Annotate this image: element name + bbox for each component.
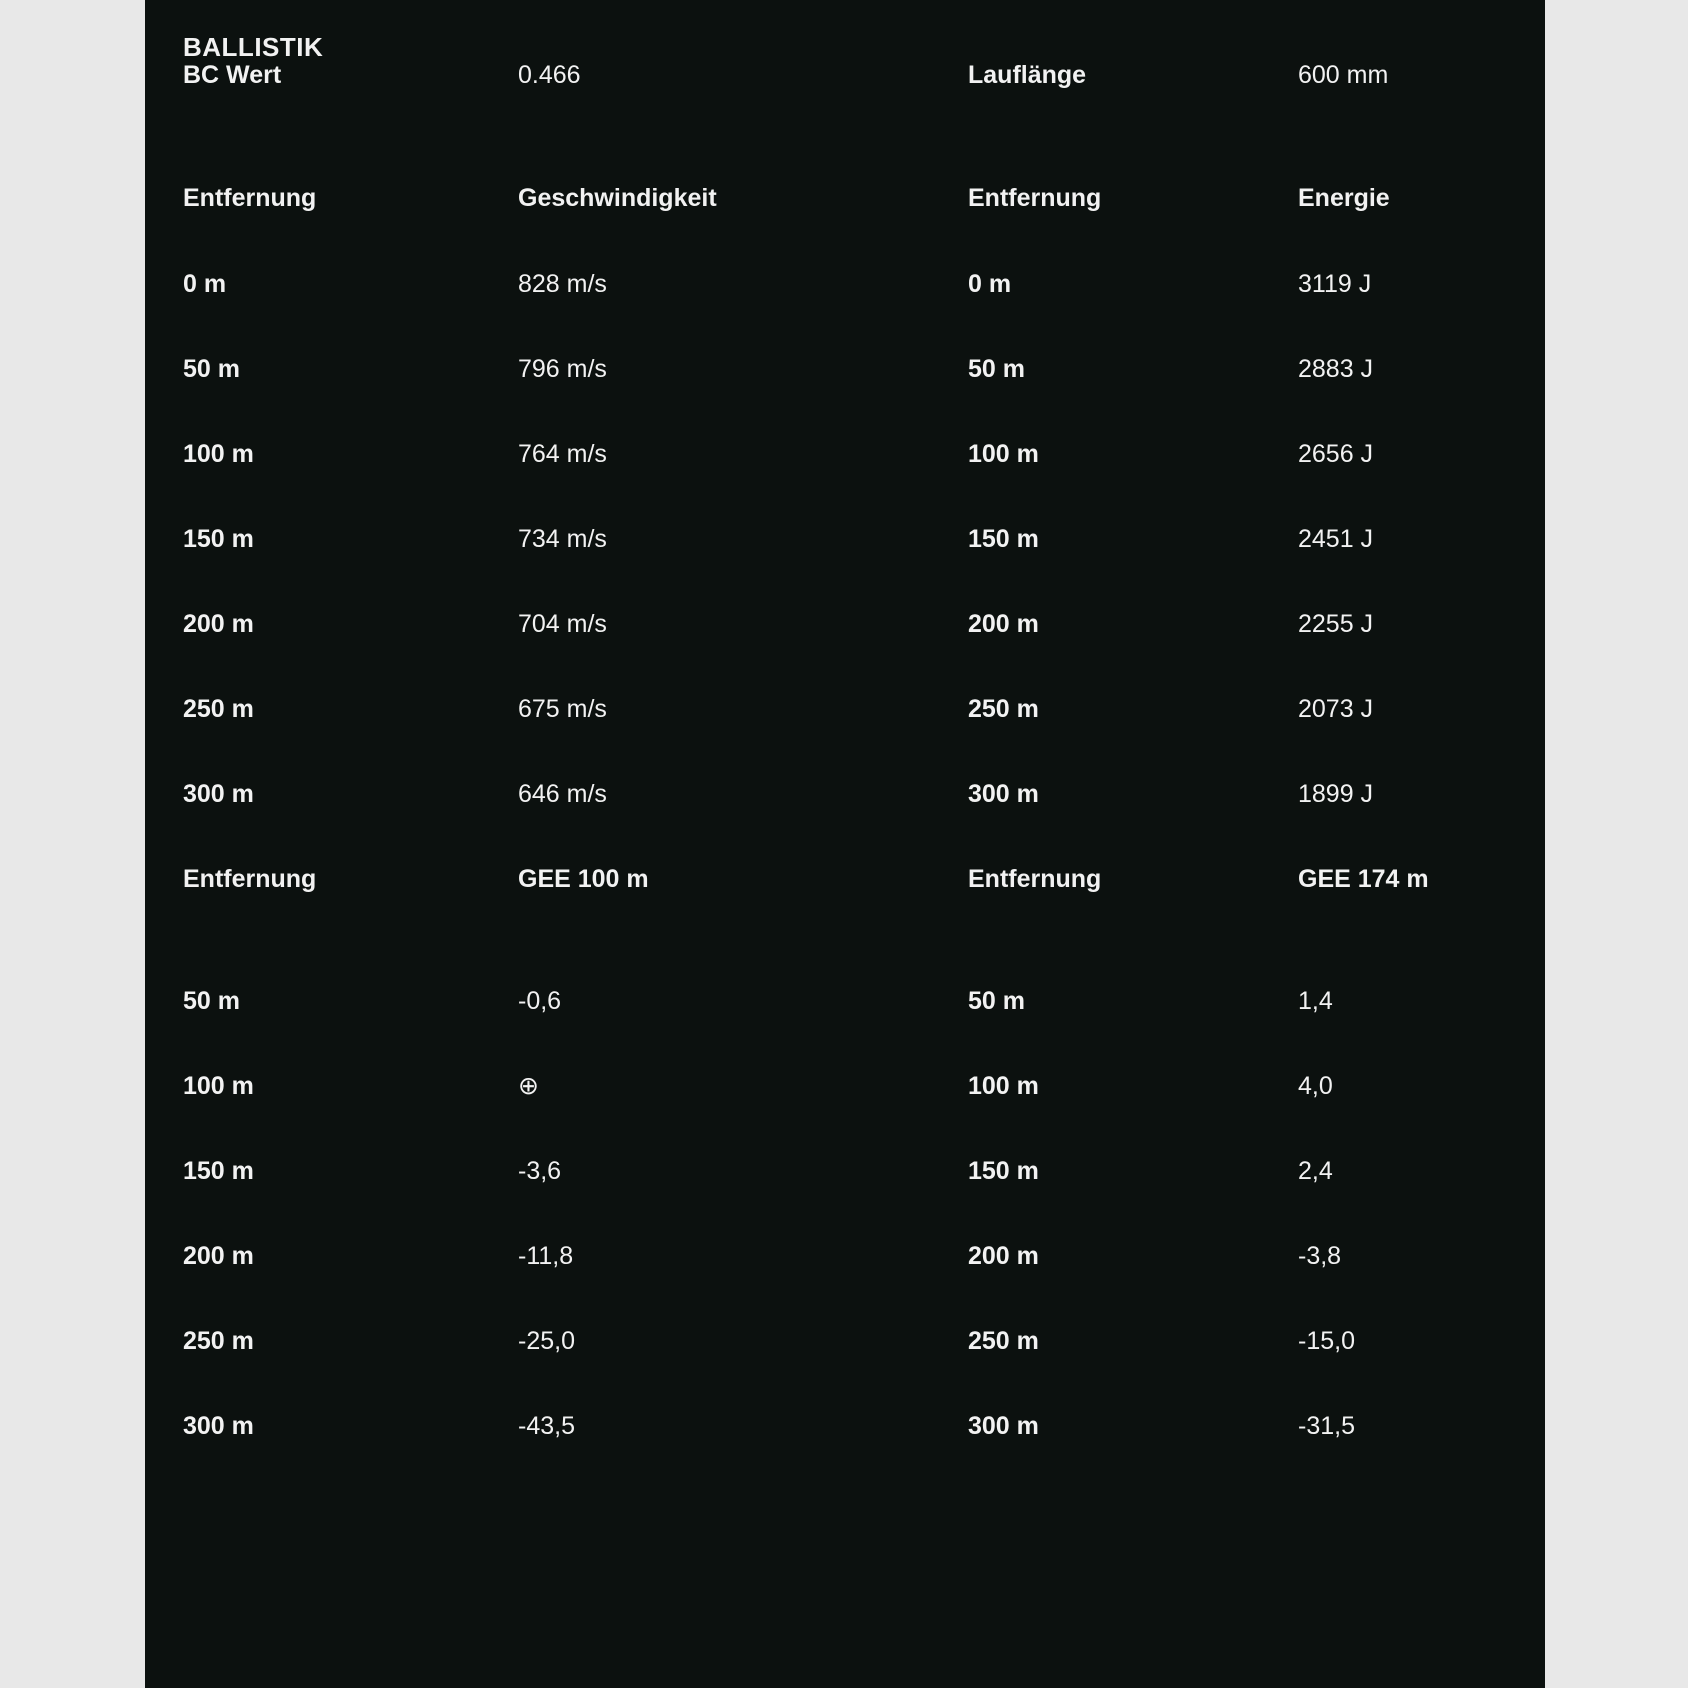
energy-value: 3119 J	[1298, 270, 1372, 298]
lauflaenge-label: Lauflänge	[968, 61, 1087, 89]
bc-wert-value: 0.466	[518, 61, 581, 89]
table-header-row	[183, 186, 1568, 272]
table-row	[183, 527, 1568, 612]
distance-label: 300 m	[183, 780, 254, 808]
distance-label: 150 m	[183, 525, 254, 553]
table-row	[183, 1414, 1568, 1499]
header-gee-174: GEE 174 m	[1298, 865, 1429, 893]
table-row	[183, 612, 1568, 697]
distance-label: 100 m	[968, 1072, 1039, 1100]
ballistics-panel	[145, 0, 1545, 1688]
distance-label: 250 m	[968, 1327, 1039, 1355]
speed-value: 828 m/s	[518, 270, 607, 298]
gee100-value: -3,6	[518, 1157, 562, 1185]
table-row	[183, 697, 1568, 782]
distance-label: 150 m	[968, 525, 1039, 553]
energy-value: 2656 J	[1298, 440, 1374, 468]
header-gee-100: GEE 100 m	[518, 865, 649, 893]
distance-label: 50 m	[968, 987, 1025, 1015]
table-row	[183, 272, 1568, 357]
speed-value: 675 m/s	[518, 695, 607, 723]
gee174-value: -15,0	[1298, 1327, 1355, 1355]
header-geschwindigkeit: Geschwindigkeit	[518, 184, 717, 212]
table-row	[183, 1159, 1568, 1244]
speed-value: 734 m/s	[518, 525, 607, 553]
distance-label: 150 m	[183, 1157, 254, 1185]
table-header-row	[183, 867, 1568, 989]
distance-label: 0 m	[968, 270, 1012, 298]
gee174-value: 1,4	[1298, 987, 1333, 1015]
distance-label: 100 m	[183, 1072, 254, 1100]
header-entfernung-energy: Entfernung	[968, 184, 1102, 212]
distance-label: 300 m	[183, 1412, 254, 1440]
distance-label: 200 m	[183, 1242, 254, 1270]
header-entfernung-gee100: Entfernung	[183, 865, 317, 893]
speed-value: 646 m/s	[518, 780, 607, 808]
gee174-value: 4,0	[1298, 1072, 1333, 1100]
speed-value: 764 m/s	[518, 440, 607, 468]
table-row	[183, 1074, 1568, 1159]
gee174-value: -31,5	[1298, 1412, 1355, 1440]
energy-value: 2073 J	[1298, 695, 1374, 723]
gee174-value: 2,4	[1298, 1157, 1333, 1185]
table-row	[183, 1329, 1568, 1414]
gee100-value: -43,5	[518, 1412, 575, 1440]
bc-wert-label: BC Wert	[183, 61, 282, 89]
distance-label: 150 m	[968, 1157, 1039, 1185]
gee100-value: -11,8	[518, 1242, 574, 1270]
header-energie: Energie	[1298, 184, 1390, 212]
distance-label: 50 m	[183, 355, 240, 383]
speed-value: 704 m/s	[518, 610, 607, 638]
energy-value: 2255 J	[1298, 610, 1374, 638]
gee174-value: -3,8	[1298, 1242, 1342, 1270]
table-row	[183, 442, 1568, 527]
lauflaenge-value: 600 mm	[1298, 61, 1389, 89]
header-entfernung-speed: Entfernung	[183, 184, 317, 212]
table-row	[183, 1244, 1568, 1329]
distance-label: 250 m	[183, 1327, 254, 1355]
gee100-value: -0,6	[518, 987, 562, 1015]
distance-label: 250 m	[968, 695, 1039, 723]
distance-label: 50 m	[968, 355, 1025, 383]
distance-label: 300 m	[968, 1412, 1039, 1440]
ballistics-spec-table	[183, 63, 1568, 1499]
table-row	[183, 63, 1568, 186]
distance-label: 200 m	[968, 610, 1039, 638]
zero-point-icon: ⊕	[518, 1072, 539, 1100]
distance-label: 100 m	[968, 440, 1039, 468]
distance-label: 250 m	[183, 695, 254, 723]
energy-value: 2451 J	[1298, 525, 1374, 553]
distance-label: 200 m	[968, 1242, 1039, 1270]
distance-label: 200 m	[183, 610, 254, 638]
distance-label: 50 m	[183, 987, 240, 1015]
header-entfernung-gee174: Entfernung	[968, 865, 1102, 893]
energy-value: 2883 J	[1298, 355, 1374, 383]
distance-label: 0 m	[183, 270, 227, 298]
energy-value: 1899 J	[1298, 780, 1374, 808]
gee100-value: -25,0	[518, 1327, 575, 1355]
speed-value: 796 m/s	[518, 355, 607, 383]
table-row	[183, 357, 1568, 442]
distance-label: 100 m	[183, 440, 254, 468]
section-title: BALLISTIK	[183, 32, 324, 62]
table-row	[183, 782, 1568, 867]
distance-label: 300 m	[968, 780, 1039, 808]
table-row	[183, 989, 1568, 1074]
